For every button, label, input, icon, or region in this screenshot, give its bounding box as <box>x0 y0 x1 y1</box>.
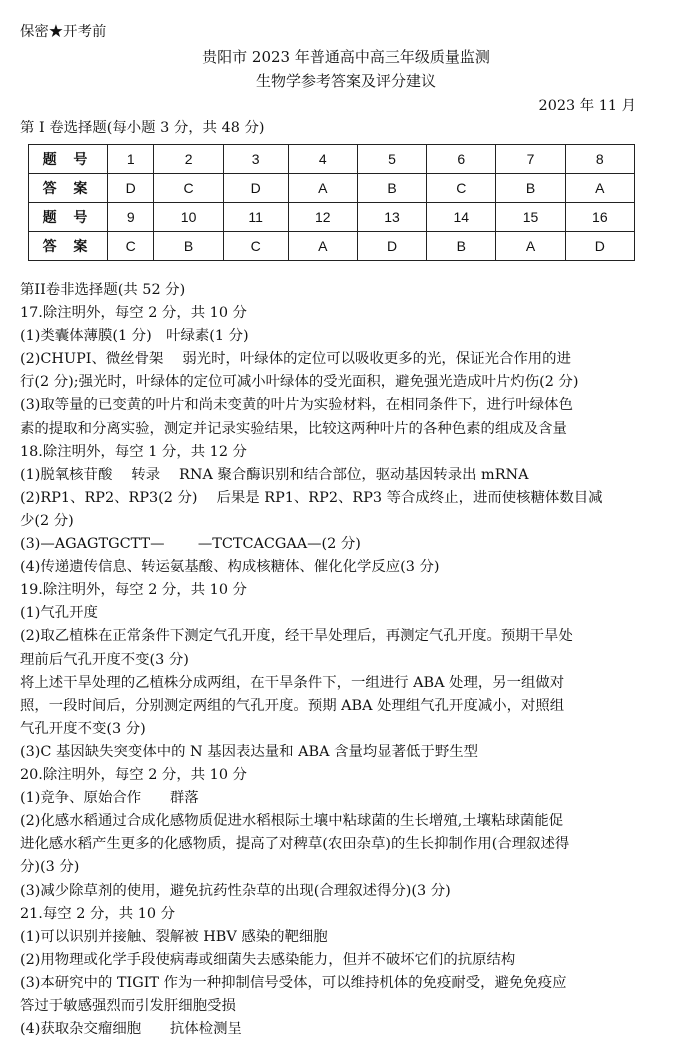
question-number: 9 <box>108 203 154 232</box>
answer-cell: B <box>496 174 565 203</box>
row-label: 答 案 <box>29 174 108 203</box>
question-number: 11 <box>223 203 288 232</box>
answer-line: 分)(3 分) <box>20 859 80 876</box>
answer-line: 理前后气孔开度不变(3 分) <box>20 651 189 668</box>
answer-cell: A <box>565 174 634 203</box>
answer-line: 18.除注明外，每空 1 分，共 12 分 <box>20 443 247 460</box>
answer-cell: A <box>496 232 565 261</box>
answer-line: (2)CHUPI、微丝骨架 弱光时，叶绿体的定位可以吸收更多的光，保证光合作用的进 <box>20 351 571 368</box>
question-number: 15 <box>496 203 565 232</box>
answer-line: 17.除注明外，每空 2 分，共 10 分 <box>20 305 247 321</box>
question-number: 7 <box>496 145 565 174</box>
answer-line: (2)取乙植株在正常条件下测定气孔开度，经干旱处理后，再测定气孔开度。预期干旱处 <box>20 628 573 645</box>
answer-cell: D <box>357 232 426 261</box>
document-subtitle: 生物学参考答案及评分建议 <box>255 72 436 90</box>
answer-cell: D <box>565 232 634 261</box>
answer-line: 19.除注明外，每空 2 分，共 10 分 <box>20 582 247 599</box>
answer-line: (3)取等量的已变黄的叶片和尚未变黄的叶片为实验材料，在相同条件下，进行叶绿体色 <box>20 397 573 414</box>
question-number: 8 <box>565 145 634 174</box>
answer-cell: D <box>223 174 288 203</box>
answer-line: 21.每空 2 分，共 10 分 <box>20 905 175 922</box>
answer-line: 素的提取和分离实验，测定并记录实验结果，比较这两种叶片的各种色素的组成及含量 <box>20 420 567 437</box>
answer-cell: C <box>154 174 223 203</box>
answer-line: (3)—AGAGTGCTT— —TCTCACGAA—(2 分) <box>20 536 361 552</box>
answer-line: 照，一段时间后，分别测定两组的气孔开度。预期 ABA 处理组气孔开度减小，对照组 <box>20 697 565 714</box>
table-row <box>29 174 635 203</box>
question-number: 1 <box>108 145 154 174</box>
row-label: 答 案 <box>29 232 108 261</box>
answer-cell: B <box>154 232 223 261</box>
answer-line: (1)竞争、原始合作 群落 <box>20 790 199 807</box>
question-number: 10 <box>154 203 223 232</box>
question-number: 2 <box>154 145 223 174</box>
answer-line: 少(2 分) <box>20 512 74 529</box>
answer-line: (2)化感水稻通过合成化感物质促进水稻根际土壤中粘球菌的生长增殖,土壤粘球菌能促 <box>20 813 564 830</box>
document-date: 2023 年 11 月 <box>538 98 636 114</box>
answer-line: 答过于敏感强烈而引发肝细胞受损 <box>20 998 236 1014</box>
answer-line: (4)传递遗传信息、转运氨基酸、构成核糖体、催化化学反应(3 分) <box>20 559 440 576</box>
table-row <box>29 203 635 232</box>
answer-line: (1)类囊体薄膜(1 分) 叶绿素(1 分) <box>20 328 249 345</box>
answer-line: 20.除注明外，每空 2 分，共 10 分 <box>20 767 247 783</box>
question-number: 16 <box>565 203 634 232</box>
answer-line: (3)C 基因缺失突变体中的 N 基因表达量和 ABA 含量均显著低于野生型 <box>20 743 478 760</box>
row-label: 题 号 <box>29 203 108 232</box>
question-number: 5 <box>357 145 426 174</box>
answer-line: (1)可以识别并接触、裂解被 HBV 感染的靶细胞 <box>20 928 328 945</box>
answer-line: 气孔开度不变(3 分) <box>20 720 146 737</box>
document-title: 贵阳市 2023 年普通高中高三年级质量监测 <box>202 48 490 66</box>
question-number: 6 <box>427 145 496 174</box>
answer-line: 行(2 分);强光时，叶绿体的定位可减小叶绿体的受光面积，避免强光造成叶片灼伤(2 分) <box>20 374 579 391</box>
answer-line: (1)脱氧核苷酸 转录 RNA 聚合酶识别和结合部位，驱动基因转录出 mRNA <box>20 466 529 483</box>
row-label: 题 号 <box>29 145 108 174</box>
part2-heading: 第II卷非选择题(共 52 分) <box>20 282 186 298</box>
answer-line: (3)减少除草剂的使用，避免抗药性杂草的出现(合理叙述得分)(3 分) <box>20 882 451 899</box>
answer-line: 将上述干旱处理的乙植株分成两组，在干旱条件下，一组进行 ABA 处理，另一组做对 <box>20 674 565 691</box>
question-number: 3 <box>223 145 288 174</box>
answer-cell: B <box>357 174 426 203</box>
part1-heading: 第 I 卷选择题(每小题 3 分，共 48 分) <box>20 120 265 136</box>
answer-cell: C <box>427 174 496 203</box>
question-number: 4 <box>288 145 357 174</box>
answer-cell: A <box>288 174 357 203</box>
question-number: 14 <box>427 203 496 232</box>
answer-line: (1)气孔开度 <box>20 605 98 622</box>
answer-line: (2)RP1、RP2、RP3(2 分) 后果是 RP1、RP2、RP3 等合成终止，进而使核糖体数目减 <box>20 489 603 506</box>
answer-cell: C <box>108 232 154 261</box>
table-row <box>29 232 635 261</box>
answer-cell: A <box>288 232 357 261</box>
answer-line: (4)获取杂交瘤细胞 抗体检测呈 <box>20 1021 242 1038</box>
question-number: 12 <box>288 203 357 232</box>
table-row <box>29 145 635 174</box>
answer-cell: B <box>427 232 496 261</box>
answer-line: (2)用物理或化学手段使病毒或细菌失去感染能力，但并不破坏它们的抗原结构 <box>20 951 516 968</box>
answer-cell: C <box>223 232 288 261</box>
answer-cell: D <box>108 174 154 203</box>
answer-table <box>28 144 635 261</box>
answer-line: (3)本研究中的 TIGIT 作为一种抑制信号受体，可以维持机体的免疫耐受，避免免疫应 <box>20 974 567 991</box>
answer-line: 进化感水稻产生更多的化感物质，提高了对稗草(农田杂草)的生长抑制作用(合理叙述得 <box>20 836 570 853</box>
question-number: 13 <box>357 203 426 232</box>
secrecy-label: 保密★开考前 <box>20 24 107 40</box>
